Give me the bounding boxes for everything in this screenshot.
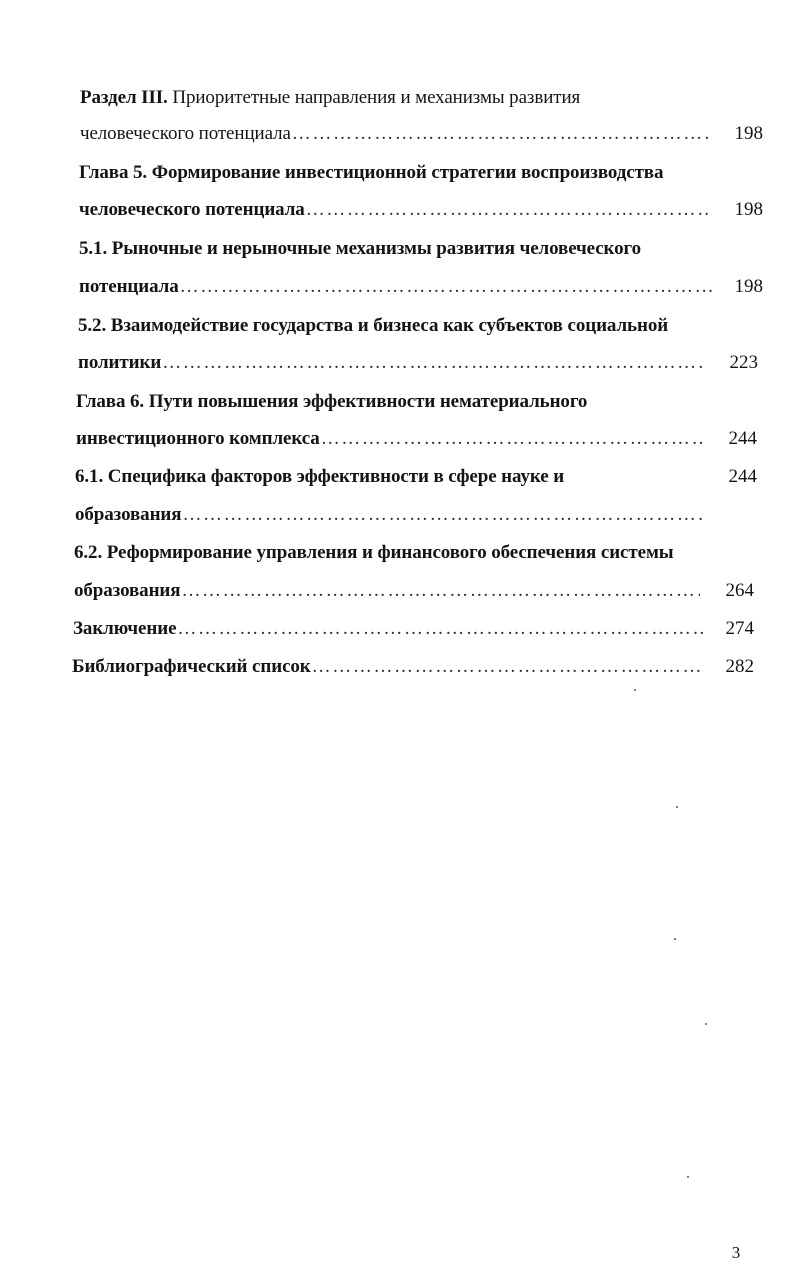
- toc-bibliography-entry: [72, 655, 704, 679]
- toc-item-6-1-entry: [75, 503, 705, 527]
- entry-label: Заключение: [73, 618, 177, 639]
- leader-dots: [320, 427, 704, 451]
- entry-label: человеческого потенциала: [79, 199, 305, 220]
- toc-item-6-2-title: [74, 541, 674, 565]
- page-number: 223: [729, 352, 758, 373]
- toc-item-5-2-title: [78, 314, 668, 338]
- page-number: 264: [725, 580, 754, 601]
- leader-dots: [179, 275, 712, 299]
- page-number: 244: [728, 466, 757, 487]
- scan-speck: [705, 1023, 707, 1025]
- entry-label: образования: [75, 504, 182, 525]
- toc-section-3-entry: [80, 122, 712, 146]
- toc-chapter-6-title: [76, 390, 587, 414]
- entry-label: потенциала: [79, 276, 179, 297]
- toc-chapter-6-entry: [76, 427, 704, 451]
- section-prefix: Раздел III.: [80, 87, 168, 108]
- entry-label: Библиографический список: [72, 656, 311, 677]
- scan-speck: [634, 689, 636, 691]
- chapter-title: Пути повышения эффективности нематериального: [144, 391, 588, 412]
- toc-item-6-2-entry: [74, 579, 700, 603]
- chapter-title: Формирование инвестиционной стратегии воспроизводства: [147, 162, 664, 183]
- leader-dots: [305, 198, 712, 222]
- item-title: 5.1. Рыночные и нерыночные механизмы развития человеческого: [79, 238, 642, 259]
- entry-label: политики: [78, 352, 162, 373]
- scan-speck: [676, 806, 678, 808]
- page-number: 198: [734, 276, 763, 297]
- toc-item-6-1-title: [75, 465, 564, 489]
- page-number: 274: [725, 618, 754, 639]
- toc-item-5-2-entry: [78, 351, 705, 375]
- leader-dots: [161, 351, 705, 375]
- item-title: 6.2. Реформирование управления и финансового обеспечения системы: [74, 542, 674, 563]
- toc-section-3-title: [80, 86, 580, 110]
- toc-item-5-1-entry: [79, 275, 712, 299]
- leader-dots: [180, 579, 700, 603]
- leader-dots: [176, 617, 703, 641]
- toc-chapter-5-entry: [79, 198, 712, 222]
- chapter-prefix: Глава 6.: [76, 391, 145, 412]
- page-number: 198: [734, 199, 763, 220]
- scan-speck: [674, 938, 676, 940]
- entry-label: образования: [74, 580, 181, 601]
- page-number: 282: [725, 656, 754, 677]
- page-folio: 3: [731, 1243, 741, 1262]
- page-number: 198: [734, 123, 763, 144]
- toc-item-5-1-title: [79, 237, 641, 261]
- page-number: 244: [728, 428, 757, 449]
- toc-chapter-5-title: [79, 161, 663, 185]
- scan-speck: [687, 1176, 689, 1178]
- leader-dots: [291, 122, 712, 146]
- toc-conclusion-entry: [73, 617, 703, 641]
- leader-dots: [311, 655, 704, 679]
- section-title: Приоритетные направления и механизмы развития: [167, 87, 581, 108]
- leader-dots: [181, 503, 705, 527]
- item-title: 5.2. Взаимодействие государства и бизнеса как субъектов социальной: [78, 315, 669, 336]
- chapter-prefix: Глава 5.: [79, 162, 148, 183]
- entry-label: инвестиционного комплекса: [76, 428, 320, 449]
- item-title: 6.1. Специфика факторов эффективности в сфере науке и: [75, 466, 565, 487]
- entry-label: человеческого потенциала: [80, 123, 291, 144]
